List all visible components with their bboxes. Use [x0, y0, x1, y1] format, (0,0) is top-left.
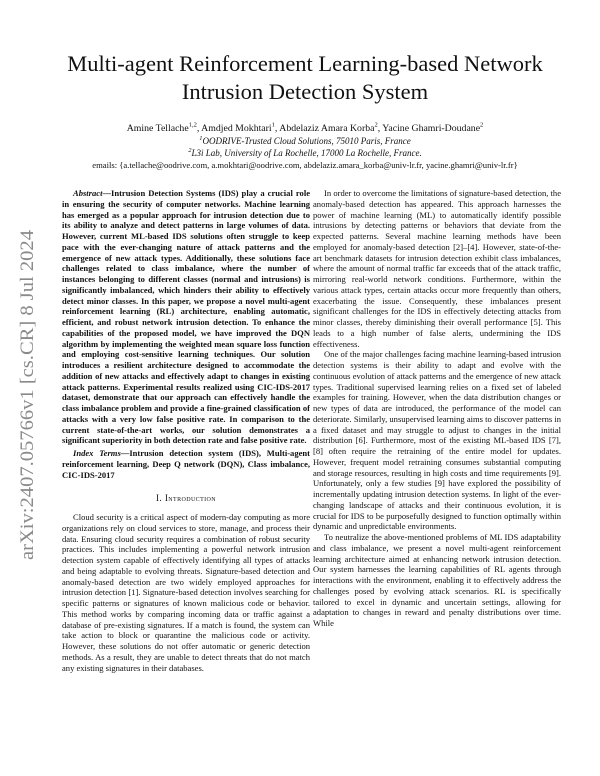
abstract-text: —Intrusion Detection Systems (IDS) play a crucial role in ensuring the security of computer networks. Machine learning has emerged as a popular approach for intrusion detection due to its ability to analyze and detect patterns in large volumes of data. However, current ML-based IDS solutions often struggle to keep pace with the ever-changing nature of attack patterns and the emergence of new attack types. Additionally, these solutions face challenges related to class imbalance, where the number of instances belonging to different classes (normal and intrusions) is significantly imbalanced, which hinders their ability to effectively detect minor classes. In this paper, we propose a novel multi-agent reinforcement learning (RL) architecture, enabling automatic, efficient, and robust network intrusion detection. To enhance the capabilities of the proposed model, we have improved the DQN algorithm by implementing the weighted mean square loss function and employing cost-sensitive learning techniques. Our solution introduces a resilient architecture designed to accommodate the addition of new attacks and effectively adapt to changes in existing attack patterns. Experimental results realized using CIC-IDS-2017 dataset, demonstrate that our approach can effectively handle the class imbalance problem and provide a fine-grained classification of attacks with a very low false positive rate. In comparison to the current state-of-the-art works, our solution demonstrates a significant superiority in both detection rate and false positive rate.: [62, 188, 310, 446]
abstract: [62, 188, 310, 446]
section-numeral: I.: [155, 493, 163, 504]
paper-title: Multi-agent Reinforcement Learning-based Network Intrusion Detection System: [67, 51, 543, 104]
arxiv-id-text: arXiv:2407.05766v1 [cs.CR] 8 Jul 2024: [17, 254, 38, 560]
section-heading: [62, 493, 310, 504]
index-terms-text: —Intrusion detection system (IDS), Multi-agent reinforcement learning, Deep Q network (DQN), Class imbalance, CIC-IDS-2017: [62, 448, 310, 480]
arxiv-identifier: [16, 230, 40, 560]
author-sup: 2: [374, 121, 378, 129]
author-name: Amdjed Mokhtari: [201, 123, 272, 134]
body-paragraph: To neutralize the above-mentioned problems of ML IDS adaptability and class imbalance, we present a novel multi-agent reinforcement learning architecture aimed at enhancing network intrusion detection. Our system harnesses the learning capabilities of RL agents through interactions with the environment, enabling it to effectively address the challenges posed by evolving attack scenarios. RL is specifically tailored to excel in dynamic and uncertain settings, allowing for adaptation to changes in reward and penalty distributions over time. While: [313, 532, 561, 628]
section-title: Introduction: [164, 493, 217, 504]
left-column: [62, 188, 310, 673]
author-sup: 1,2: [188, 121, 197, 129]
affiliation-text: OODRIVE-Trusted Cloud Solutions, 75010 Paris, France: [202, 136, 411, 146]
author-sup: 2: [480, 121, 484, 129]
author-name: Yacine Ghamri-Doudane: [382, 123, 481, 134]
author-emails: emails: {a.tellache@oodrive.com, a.mokhtari@oodrive.com, abdelaziz.amara_korba@univ-lr.fr, yacine.ghamri@univ-lr.fr}: [92, 160, 518, 170]
affiliation-sup: 1: [199, 135, 203, 142]
affiliation-sup: 2: [188, 147, 192, 154]
index-terms: [62, 448, 310, 480]
abstract-lead: Abstract: [73, 188, 103, 198]
author-sup: 1: [271, 121, 275, 129]
author-list: Amine Tellache$^{1,2}$, Amdjed Mokhtari$^1$, Abdelaziz Amara Korba$^2$, Yacine Ghamri-Doudane$^2$: [126, 121, 484, 134]
body-paragraph: One of the major challenges facing machine learning-based intrusion detection systems is their ability to adapt and evolve with the continuous evolution of attack patterns and the emergence of new attack types. Traditional supervised learning relies on a fixed set of labeled examples for training. However, when the data distribution changes or new types of data are introduced, the performance of the model can deteriorate. Similarly, unsupervised learning aims to discover patterns in a fixed dataset and may struggle to adjust to changes in the initial distribution [6]. Furthermore, most of the existing ML-based IDS [7], [8] often require the retraining of the entire model for updates. However, frequent model retraining consumes substantial computing and storage resources, resulting in high costs and time requirements [9]. Unfortunately, only a few studies [9] have explored the possibility of incrementally updating intrusion detection systems. In light of the ever-changing landscape of attacks and their continuous evolution, it is crucial for IDS to be purposefully designed to function optimally within dynamic and unpredictable environments.: [313, 349, 561, 532]
affiliation: [40, 148, 570, 159]
author-name: Abdelaziz Amara Korba: [279, 123, 375, 134]
affiliation: [40, 136, 570, 147]
body-paragraph: In order to overcome the limitations of signature-based detection, the anomaly-based detection has appeared. This approach harnesses the power of machine learning (ML) to automatically identify possible intrusions by detecting patterns or behaviors that deviate from the expected patterns. Several machine learning methods have been employed for anomaly-based detection [2]–[4]. However, state-of-the-art benchmark datasets for intrusion detection exhibit class imbalances, where the amount of normal traffic far exceeds that of the attack traffic, mirroring real-world network conditions. Furthermore, within the various attack types, certain attacks occur more frequently than others, exacerbating the issue. Consequently, these imbalances present significant challenges for the IDS in effectively detecting attacks from minor classes, thereby diminishing their overall performance [5]. This leads to a high number of false alerts, undermining the IDS effectiveness.: [313, 188, 561, 349]
index-terms-lead: Index Terms: [73, 448, 121, 458]
right-column: [313, 188, 561, 629]
body-paragraph: Cloud security is a critical aspect of modern-day computing as more organizations rely on cloud services to store, manage, and process their data. Ensuring cloud security requires a combination of robust security practices. This includes implementing a powerful network intrusion detection system capable of effectively identifying all types of attacks and being adaptable to evolving threats. Signature-based detection and anomaly-based detection are two widely employed approaches for intrusion detection [1]. Signature-based detection involves searching for specific patterns or signatures of known malicious code or behavior. This method works by comparing incoming data or traffic against a database of pre-existing signatures. If a match is found, the system can take action to block or quarantine the malicious code or activity. However, these solutions do not offer automatic or generic detection methods. As a result, they are unable to detect threats that do not match any existing signatures in their databases.: [62, 512, 310, 673]
affiliation-text: L3i Lab, University of La Rochelle, 17000 La Rochelle, France.: [191, 148, 422, 158]
author-name: Amine Tellache: [126, 123, 189, 134]
